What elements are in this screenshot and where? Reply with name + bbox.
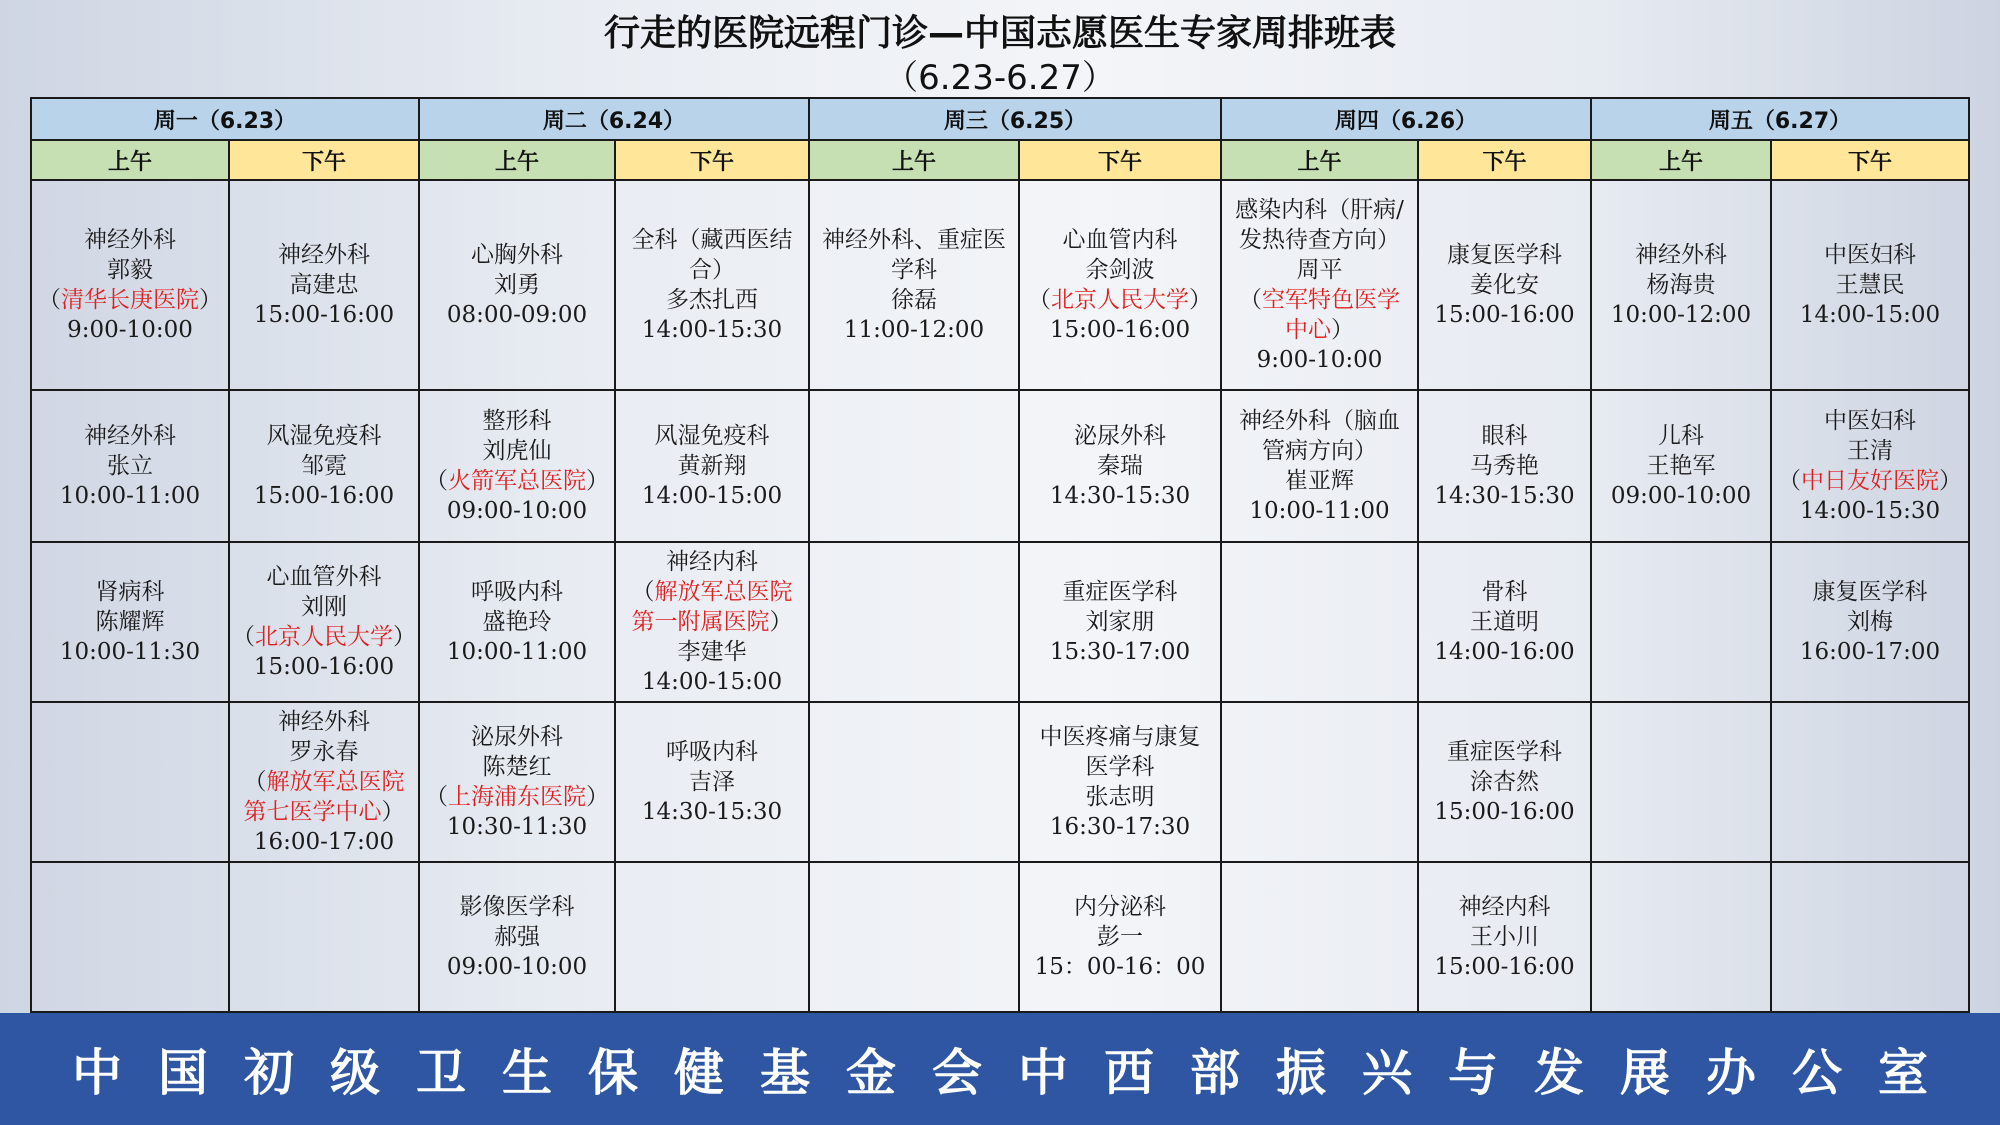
empty-cell	[809, 702, 1019, 862]
hospital-name: 中心	[1285, 317, 1331, 343]
am-header: 上午	[31, 140, 229, 180]
appointment-cell	[229, 390, 419, 542]
cell-line	[616, 607, 808, 637]
pm-header: 下午	[1019, 140, 1221, 180]
appointment-cell	[419, 180, 615, 390]
cell-line: 邹霓	[301, 453, 347, 479]
cell-line: 10:30-11:30	[446, 814, 588, 840]
hospital-name: 清华长庚医院	[61, 287, 199, 313]
hospital-name: 空军特色医学	[1262, 287, 1400, 313]
hospital-name: 北京人民大学	[255, 624, 393, 650]
appointment-cell	[1019, 702, 1221, 862]
cell-line: 王慧民	[1835, 272, 1905, 298]
empty-cell	[615, 862, 809, 1012]
empty-cell	[1771, 862, 1969, 1012]
cell-line: 罗永春	[289, 739, 359, 765]
paren-close: ）	[393, 624, 416, 650]
cell-line: 黄新翔	[677, 453, 747, 479]
appointment-cell	[229, 702, 419, 862]
hospital-name: 上海浦东医院	[448, 784, 586, 810]
cell-line: 16:00-17:00	[1799, 639, 1941, 665]
empty-cell	[1221, 862, 1418, 1012]
cell-line: 涂杏然	[1470, 769, 1539, 795]
cell-line: 康复医学科	[1812, 579, 1928, 605]
appointment-cell	[1771, 180, 1969, 390]
cell-line: 08:00-09:00	[446, 302, 588, 328]
day-header-row	[31, 98, 1969, 140]
cell-line	[230, 797, 418, 827]
paren-open: （	[1028, 287, 1051, 313]
cell-line	[230, 767, 418, 797]
paren-open: （	[425, 468, 448, 494]
cell-line: 9:00-10:00	[1256, 347, 1383, 373]
empty-cell	[1591, 542, 1771, 702]
paren-close: ）	[769, 609, 793, 635]
schedule-row	[31, 702, 1969, 862]
empty-cell	[809, 542, 1019, 702]
cell-line: 呼吸内科	[471, 579, 563, 605]
appointment-cell	[615, 390, 809, 542]
cell-line	[32, 285, 228, 315]
cell-line: 医学科	[1085, 754, 1155, 780]
pm-header: 下午	[1771, 140, 1969, 180]
day-header-wed: 周三（6.25）	[809, 98, 1221, 140]
appointment-cell	[419, 702, 615, 862]
appointment-cell	[1418, 180, 1591, 390]
cell-line: 14:00-15:00	[1799, 302, 1941, 328]
cell-line: 刘家朋	[1085, 609, 1155, 635]
cell-line: 10:00-11:30	[59, 639, 201, 665]
cell-line: 14:00-15:30	[641, 317, 783, 343]
cell-line: 10:00-11:00	[59, 483, 201, 509]
appointment-cell	[1418, 702, 1591, 862]
cell-line: 全科（藏西医结	[631, 227, 793, 253]
paren-close: ）	[199, 287, 222, 313]
pm-header: 下午	[229, 140, 419, 180]
appointment-cell	[31, 180, 229, 390]
cell-line: 盛艳玲	[482, 609, 552, 635]
cell-line	[420, 466, 614, 496]
cell-line: 09:00-10:00	[446, 954, 588, 980]
appointment-cell	[1221, 180, 1418, 390]
schedule-row	[31, 180, 1969, 390]
cell-line: 影像医学科	[459, 894, 575, 920]
cell-line: 高建忠	[289, 272, 359, 298]
paren-close: ）	[1331, 317, 1354, 343]
cell-line: 15:00-16:00	[1434, 799, 1575, 825]
cell-line: 15:00-16:00	[253, 654, 395, 680]
cell-line: 儿科	[1658, 423, 1704, 449]
cell-line: 风湿免疫科	[654, 423, 770, 449]
cell-line: 骨科	[1481, 579, 1528, 605]
cell-line: 神经外科	[84, 227, 176, 253]
cell-line: 心血管外科	[266, 564, 382, 590]
cell-line: 15:00-16:00	[1049, 317, 1191, 343]
cell-line	[420, 782, 614, 812]
cell-line	[1222, 285, 1417, 315]
appointment-cell	[1418, 862, 1591, 1012]
appointment-cell	[419, 542, 615, 702]
cell-line: 学科	[891, 257, 937, 283]
cell-line: 神经外科、重症医	[822, 227, 1006, 253]
paren-close: ）	[586, 784, 609, 810]
cell-line: 郭毅	[107, 257, 153, 283]
hospital-name: 北京人民大学	[1051, 287, 1189, 313]
cell-line: 14:00-15:00	[641, 669, 783, 695]
cell-line: 10:00-12:00	[1610, 302, 1752, 328]
day-header-thu: 周四（6.26）	[1221, 98, 1591, 140]
paren-close: ）	[586, 468, 609, 494]
cell-line: 吉泽	[689, 769, 735, 795]
cell-line: 秦瑞	[1097, 453, 1143, 479]
hospital-name: 解放军总医院	[266, 769, 405, 795]
cell-line: 多杰扎西	[666, 287, 758, 313]
empty-cell	[1221, 702, 1418, 862]
cell-line: 15:00-16:00	[253, 302, 395, 328]
cell-line: 王小川	[1470, 924, 1539, 950]
cell-line: 刘梅	[1847, 609, 1893, 635]
appointment-cell	[31, 542, 229, 702]
cell-line: 重症医学科	[1062, 579, 1178, 605]
schedule-row	[31, 390, 1969, 542]
appointment-cell	[1591, 390, 1771, 542]
cell-line: 整形科	[482, 408, 552, 434]
appointment-cell	[1771, 542, 1969, 702]
paren-close: ）	[1939, 468, 1962, 494]
appointment-cell	[1221, 390, 1418, 542]
paren-close: ）	[381, 799, 405, 825]
cell-line: 14:00-15:30	[1799, 498, 1941, 524]
cell-line: 眼科	[1481, 423, 1528, 449]
cell-line: 王艳军	[1646, 453, 1716, 479]
cell-line: 15:00-16:00	[1434, 954, 1575, 980]
cell-line: 15:00-16:00	[1434, 302, 1575, 328]
cell-line: 中医疼痛与康复	[1039, 724, 1201, 750]
appointment-cell	[229, 542, 419, 702]
cell-line: 重症医学科	[1447, 739, 1562, 765]
empty-cell	[1591, 702, 1771, 862]
cell-line: 余剑波	[1085, 257, 1155, 283]
cell-line: 姜化安	[1470, 272, 1539, 298]
appointment-cell	[615, 702, 809, 862]
appointment-cell	[1019, 180, 1221, 390]
cell-line: 神经内科	[1458, 894, 1551, 920]
cell-line	[1772, 466, 1968, 496]
empty-cell	[31, 862, 229, 1012]
cell-line: 杨海贵	[1646, 272, 1716, 298]
paren-open: （	[631, 579, 655, 605]
cell-line	[616, 577, 808, 607]
appointment-cell	[1019, 542, 1221, 702]
paren-open: （	[243, 769, 267, 795]
cell-line: 15：00-16：00	[1034, 954, 1206, 980]
cell-line: 徐磊	[891, 287, 937, 313]
cell-line: 神经内科	[666, 549, 758, 575]
cell-line: 9:00-10:00	[67, 317, 193, 343]
cell-line: 10:00-11:00	[446, 639, 588, 665]
hospital-name: 第一附属医院	[631, 609, 770, 635]
paren-open: （	[425, 784, 448, 810]
schedule-row	[31, 542, 1969, 702]
cell-line: 张立	[107, 453, 153, 479]
cell-line: 王道明	[1470, 609, 1539, 635]
cell-line: 管病方向）	[1262, 438, 1377, 464]
cell-line: 彭一	[1097, 924, 1143, 950]
page-title: 行走的医院远程门诊—中国志愿医生专家周排班表	[603, 13, 1396, 54]
footer-text: 中国初级卫生保健基金会中西部振兴与发展办公室	[72, 1044, 1964, 1102]
cell-line	[1222, 315, 1417, 345]
appointment-cell	[1019, 862, 1221, 1012]
cell-line: 神经外科（脑血	[1239, 408, 1400, 434]
hospital-name: 中日友好医院	[1801, 468, 1939, 494]
day-header-tue: 周二（6.24）	[419, 98, 809, 140]
appointment-cell	[229, 180, 419, 390]
cell-line: 周平	[1296, 257, 1343, 283]
cell-line: 中医妇科	[1824, 242, 1916, 268]
cell-line: 崔亚辉	[1285, 468, 1354, 494]
cell-line: 14:00-16:00	[1434, 639, 1575, 665]
cell-line: 陈楚红	[482, 754, 552, 780]
cell-line	[1020, 285, 1220, 315]
page-subtitle: （6.23-6.27）	[884, 58, 1116, 98]
cell-line: 风湿免疫科	[266, 423, 382, 449]
cell-line: 中医妇科	[1824, 408, 1916, 434]
cell-line: 14:30-15:30	[641, 799, 783, 825]
empty-cell	[31, 702, 229, 862]
cell-line: 呼吸内科	[666, 739, 758, 765]
cell-line: 15:30-17:00	[1049, 639, 1191, 665]
pm-header: 下午	[1418, 140, 1591, 180]
period-header-row	[31, 140, 1969, 180]
day-header-mon: 周一（6.23）	[31, 98, 419, 140]
paren-open: （	[1778, 468, 1801, 494]
appointment-cell	[615, 180, 809, 390]
empty-cell	[809, 390, 1019, 542]
appointment-cell	[1591, 180, 1771, 390]
cell-line: 肾病科	[95, 579, 165, 605]
empty-cell	[1771, 702, 1969, 862]
appointment-cell	[615, 542, 809, 702]
appointment-cell	[31, 390, 229, 542]
appointment-cell	[419, 390, 615, 542]
cell-line: 感染内科（肝病/	[1235, 197, 1404, 223]
cell-line: 发热待查方向）	[1239, 227, 1400, 253]
cell-line: 14:30-15:30	[1049, 483, 1191, 509]
am-header: 上午	[809, 140, 1019, 180]
paren-open: （	[232, 624, 255, 650]
cell-line: 神经外科	[278, 709, 370, 735]
footer-banner	[0, 1013, 2000, 1125]
cell-line: 16:00-17:00	[253, 829, 395, 855]
cell-line: 09:00-10:00	[1610, 483, 1752, 509]
cell-line: 康复医学科	[1447, 242, 1562, 268]
am-header: 上午	[1221, 140, 1418, 180]
cell-line: 神经外科	[278, 242, 370, 268]
am-header: 上午	[1591, 140, 1771, 180]
cell-line: 郝强	[494, 924, 540, 950]
hospital-name: 第七医学中心	[243, 799, 382, 825]
cell-line: 李建华	[677, 639, 747, 665]
cell-line: 10:00-11:00	[1249, 498, 1390, 524]
cell-line: 刘勇	[494, 272, 540, 298]
cell-line: 心胸外科	[471, 242, 563, 268]
paren-close: ）	[1189, 287, 1212, 313]
cell-line: 15:00-16:00	[253, 483, 395, 509]
appointment-cell	[1418, 390, 1591, 542]
cell-line: 王清	[1847, 438, 1893, 464]
pm-header: 下午	[615, 140, 809, 180]
day-header-fri: 周五（6.27）	[1591, 98, 1969, 140]
paren-open: （	[1239, 287, 1262, 313]
empty-cell	[1591, 862, 1771, 1012]
appointment-cell	[1418, 542, 1591, 702]
cell-line: 泌尿外科	[471, 724, 563, 750]
cell-line: 张志明	[1085, 784, 1155, 810]
paren-open: （	[38, 287, 61, 313]
cell-line: 心血管内科	[1062, 227, 1178, 253]
hospital-name: 解放军总医院	[654, 579, 793, 605]
cell-line: 16:30-17:30	[1049, 814, 1191, 840]
am-header: 上午	[419, 140, 615, 180]
cell-line: 神经外科	[84, 423, 176, 449]
cell-line: 11:00-12:00	[843, 317, 985, 343]
cell-line: 内分泌科	[1074, 894, 1166, 920]
cell-line: 14:30-15:30	[1434, 483, 1575, 509]
appointment-cell	[1771, 390, 1969, 542]
appointment-cell	[809, 180, 1019, 390]
empty-cell	[809, 862, 1019, 1012]
empty-cell	[229, 862, 419, 1012]
cell-line: 合）	[689, 257, 735, 283]
appointment-cell	[419, 862, 615, 1012]
cell-line: 刘刚	[301, 594, 347, 620]
cell-line	[230, 622, 418, 652]
schedule-table	[30, 97, 1970, 1013]
cell-line: 陈耀辉	[95, 609, 165, 635]
appointment-cell	[1019, 390, 1221, 542]
cell-line: 马秀艳	[1470, 453, 1539, 479]
hospital-name: 火箭军总医院	[448, 468, 586, 494]
empty-cell	[1221, 542, 1418, 702]
cell-line: 刘虎仙	[482, 438, 552, 464]
cell-line: 神经外科	[1635, 242, 1727, 268]
schedule-row	[31, 862, 1969, 1012]
cell-line: 14:00-15:00	[641, 483, 783, 509]
cell-line: 泌尿外科	[1074, 423, 1166, 449]
cell-line: 09:00-10:00	[446, 498, 588, 524]
